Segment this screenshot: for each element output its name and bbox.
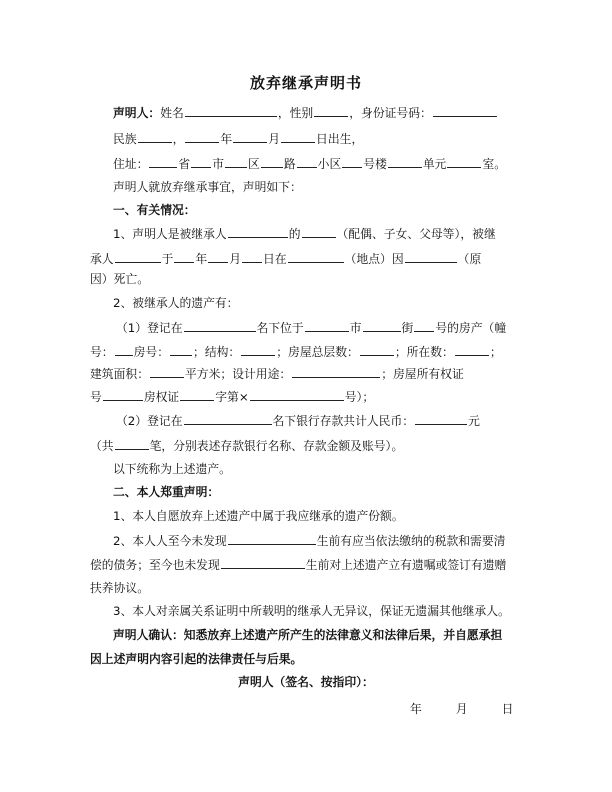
s2-p2-line3: 扶养协议。 [90,581,149,595]
s1-p4-d: （共 [90,439,114,453]
death-place-field[interactable] [288,250,344,263]
id-number-field[interactable] [433,104,497,117]
house-owner-field[interactable] [184,319,256,332]
cert-code-field[interactable] [180,388,214,401]
death-month-field[interactable] [208,250,228,263]
unit-field[interactable] [388,155,422,168]
death-day-field[interactable] [242,250,262,263]
room-label: 室。 [482,157,507,171]
s1-p3-e: 号的房产（幢 [435,321,507,335]
death-year-field[interactable] [174,250,194,263]
confirm-line1 [113,627,612,643]
birth-month-field[interactable] [233,130,267,143]
s1-p3-a: （1）登记在 [116,321,183,335]
s1-p1-line1 [113,225,612,242]
ethnicity-field[interactable] [138,130,172,143]
sign-month-label: 月 [455,702,468,716]
s1-p4-line2 [90,437,612,454]
declarant-label: 声明人： [113,106,161,120]
birth-year-field[interactable] [185,130,219,143]
s2-p2-line2 [90,556,612,573]
confirm-line2: 因上述声明内容引起的法律责任与后果。 [90,652,303,666]
s1-p4-c: 元 [468,414,480,428]
deposit-owner-field[interactable] [184,412,272,425]
s1-p3-o: 号 [90,390,102,404]
s2-p2-d: 生前对上述遗产立有遗嘱或签订有遗赠 [305,558,507,572]
address-label: 住址： [113,157,149,171]
s1-p2: 2、被继承人的遗产有： [113,296,239,310]
declarant-line-1 [113,104,612,121]
road-label: 路 [283,157,296,171]
structure-field[interactable] [241,343,275,356]
s1-p1-j: （原 [457,252,482,266]
building-field[interactable] [342,155,362,168]
s1-p3-n: ；房屋所有权证 [381,367,464,381]
s1-p4-e: 笔，分别表述存款银行名称、存款金额及账号）。 [149,439,404,453]
building-no-field[interactable] [115,343,133,356]
s1-p1-f: 年 [195,252,208,266]
will-decedent-field[interactable] [221,556,305,569]
s1-p3-g: 房号： [133,345,170,359]
s1-p1-line3: 因）死亡。 [90,272,149,286]
decedent-field[interactable] [115,250,161,263]
s1-p1-d: 承人 [90,252,114,266]
total-floors-field[interactable] [360,343,394,356]
house-number-field[interactable] [414,319,434,332]
s1-p1-g: 月 [229,252,242,266]
s2-p2-b: 生前有应当依法缴纳的税款和需要清 [316,534,506,548]
building-label: 号楼 [363,157,387,171]
room-field[interactable] [447,155,481,168]
birth-day-label: 日出生， [316,132,364,146]
s2-p3: 3、本人对亲属关系证明中所载明的继承人无异议，保证无遗漏其他继承人。 [113,604,510,618]
s1-p3-line4 [90,388,612,405]
s1-p3-line3 [90,365,612,382]
house-street-field[interactable] [363,319,401,332]
city-label: 市 [212,157,225,171]
gender-field[interactable] [314,104,348,117]
name-label: 姓名 [160,106,184,120]
s1-p4-a: （2）登记在 [116,414,183,428]
s1-p1-a: 1、声明人是被继承人 [113,227,227,241]
s1-p5: 以下统称为上述遗产。 [113,462,231,476]
decedent-name-field[interactable] [228,225,288,238]
s2-p2-c: 偿的债务；至今也未发现 [90,558,220,572]
s1-p3-c: 市 [349,321,362,335]
s1-p1-h: 日在 [263,252,287,266]
s2-p2-line1 [113,532,612,549]
section1-heading: 一、有关情况： [113,203,196,217]
community-label: 小区 [317,157,342,171]
birth-month-label: 月 [268,132,281,146]
s1-p3-h: ；结构： [193,345,241,359]
s1-p3-line1 [116,319,612,336]
s1-p3-r: 号）； [344,390,375,404]
floor-field[interactable] [455,343,489,356]
province-field[interactable] [149,155,177,168]
confirm-label: 声明人确认： [113,628,184,642]
birth-year-label: 年 [220,132,233,146]
s1-p4-b: 名下银行存款共计人民币： [272,414,415,428]
s1-p3-j: ；所在数： [394,345,454,359]
province-label: 省 [178,157,191,171]
community-field[interactable] [297,155,317,168]
birth-day-field[interactable] [281,130,315,143]
s1-p3-line2 [90,343,612,360]
declarant-line-2: 民族 ， 年 月 日出生， [113,132,364,146]
id-label: ，身份证号码： [349,106,432,120]
s1-p3-k: ； [489,345,502,359]
s1-p3-l: 建筑面积： [90,367,149,381]
sign-day-label: 日 [501,702,514,716]
sign-year-label: 年 [410,702,422,716]
ethnicity-label: 民族 [113,132,137,146]
s1-p1-c: （配偶、子女、父母等），被继 [336,227,496,241]
intro-text: 声明人就放弃继承事宜，声明如下： [113,180,302,194]
deposit-amount-field[interactable] [415,412,467,425]
s2-p2-a: 2、本人人至今未发现 [113,534,227,548]
city-field[interactable] [191,155,211,168]
deposit-count-field[interactable] [115,437,149,450]
house-city-field[interactable] [305,319,349,332]
s1-p3-f: 号： [90,345,114,359]
s1-p4-line1 [116,412,612,429]
tax-decedent-field[interactable] [228,532,316,545]
name-field[interactable] [185,104,277,117]
s1-p3-d: 街 [401,321,414,335]
s1-p1-e: 于 [161,252,174,266]
district-field[interactable] [225,155,247,168]
cert-number-field[interactable] [250,388,344,401]
document-title: 放弃继承声明书 [249,74,362,92]
cert-prefix-field[interactable] [103,388,143,401]
gender-label: ，性别 [277,106,314,120]
signature-label: 声明人（签名、按指印）： [238,675,374,689]
death-cause-field[interactable] [405,250,457,263]
district-label: 区 [248,157,260,171]
s1-p1-b: 的 [288,227,301,241]
room-no-field[interactable] [170,343,192,356]
s1-p1-i: （地点）因 [344,252,404,266]
s2-p1: 1、本人自愿放弃上述遗产中属于我应继承的遗产份额。 [113,509,404,523]
address-line [113,155,612,172]
s1-p3-p: 房权证 [143,390,180,404]
s1-p1-line2 [90,250,612,267]
area-field[interactable] [150,365,184,378]
confirm-text1: 知悉放弃上述遗产所产生的法律意义和法律后果，并自愿承担 [183,628,503,642]
s1-p3-b: 名下位于 [256,321,304,335]
s1-p3-i: ；房屋总层数： [276,345,359,359]
signature-date [410,701,530,717]
relationship-field[interactable] [302,225,336,238]
unit-label: 单元 [422,157,447,171]
s1-p3-m: 平方米；设计用途： [185,367,292,381]
section2-heading: 二、本人郑重声明： [113,485,220,499]
s1-p3-q: 字第× [215,390,249,404]
usage-field[interactable] [292,365,380,378]
road-field[interactable] [261,155,283,168]
